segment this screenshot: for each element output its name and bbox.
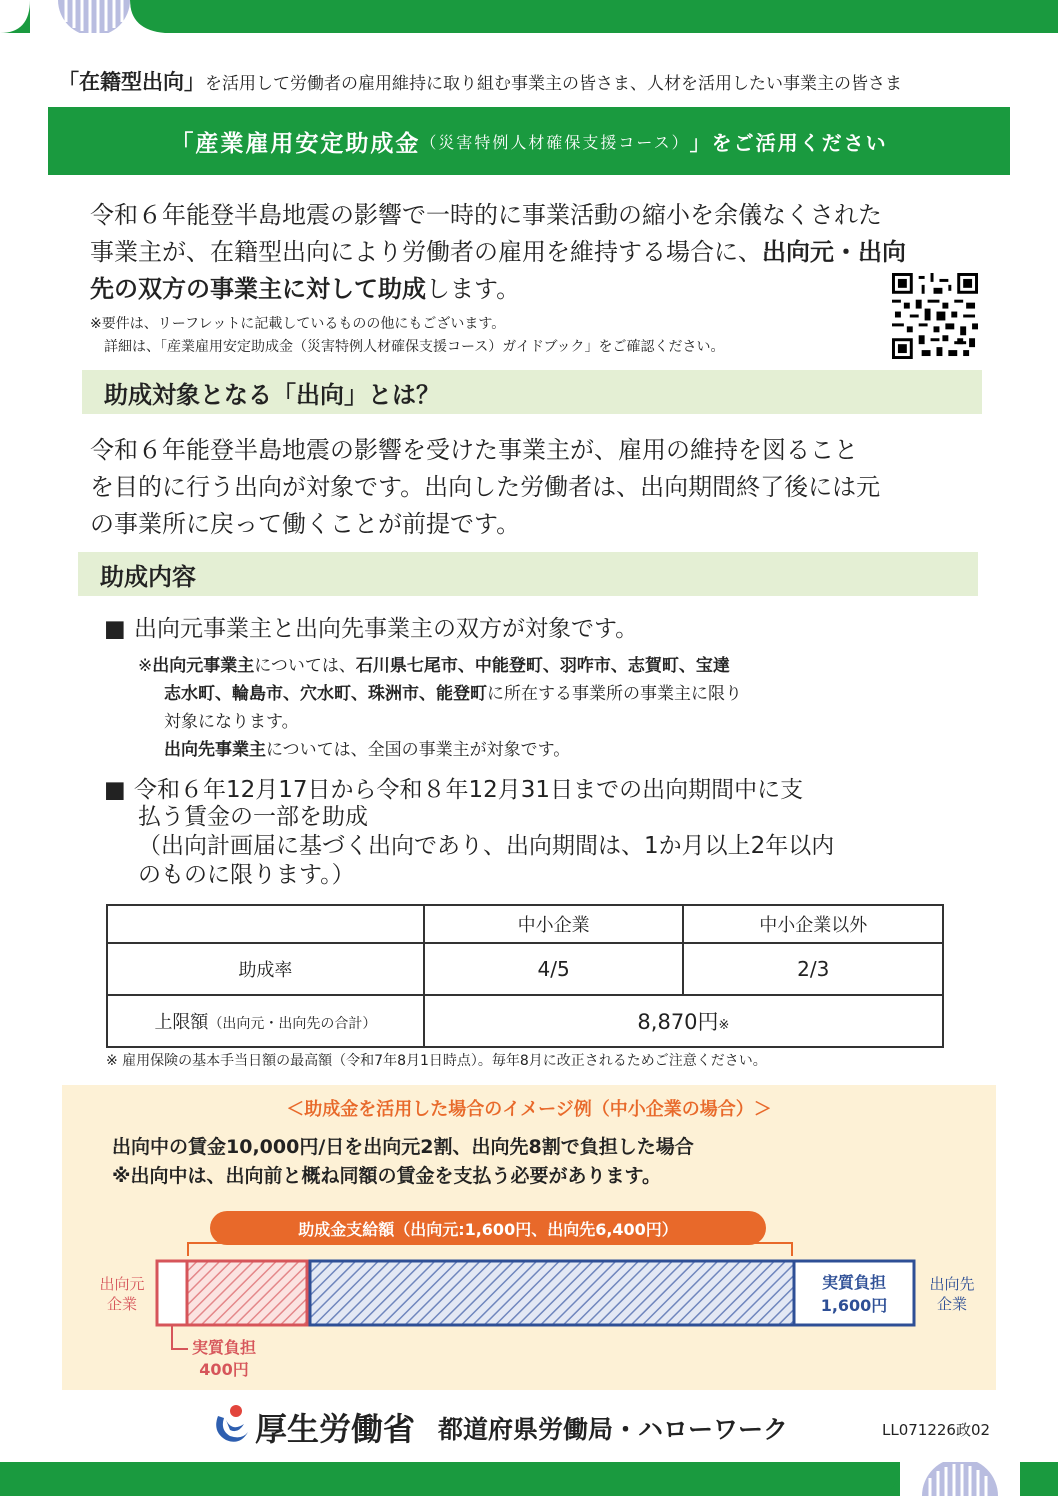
square-bullet-icon: ■ (104, 616, 126, 642)
left-burden-segment (157, 1261, 187, 1325)
bullet-2-line-1: 令和６年12月17日から令和８年12月31日までの出向期間中に支 (134, 777, 804, 803)
table-header-row (107, 905, 943, 943)
row-label-cap (107, 995, 424, 1047)
title-main: 「産業雇用安定助成金 (170, 130, 421, 157)
table-row (107, 995, 943, 1047)
table-row (107, 943, 943, 995)
title-end: 」をご活用ください (689, 130, 888, 155)
intro-line-3 (90, 271, 980, 308)
note-line-4 (138, 736, 938, 764)
left-burden-label: 実質負担 (191, 1338, 257, 1357)
rate-sme: 4/5 (424, 943, 684, 995)
intro-note (90, 313, 890, 359)
note-line-2 (138, 680, 938, 708)
example-title: ＜助成金を活用した場合のイメージ例（中小企業の場合）＞ (286, 1099, 772, 1120)
tagline-rest: を活用して労働者の雇用維持に取り組む事業主の皆さま、人材を活用したい事業主の皆さま (205, 74, 902, 94)
intro-line-2b: 出向元・出向 (762, 238, 906, 266)
example-desc-1: 出向中の賃金10,000円/日を出向元2割、出向先8割で負担した場合 (112, 1136, 694, 1158)
left-subsidy-segment (187, 1261, 307, 1325)
table-col-sme: 中小企業 (424, 905, 684, 943)
rate-non-sme: 2/3 (683, 943, 943, 995)
note-mid: については、 (254, 656, 356, 676)
note-bold-4: 出向先事業主 (164, 740, 266, 760)
ministry-logo-icon (212, 1402, 252, 1444)
qr-code[interactable] (892, 273, 978, 359)
table-footnote: ※ 雇用保険の基本手当日額の最高額（令和7年8月1日時点）。毎年8月に改正されるためご注意ください。 (106, 1053, 767, 1069)
right-burden-segment (794, 1261, 914, 1325)
section1-paragraph (90, 432, 970, 543)
left-burden-connector (172, 1325, 188, 1349)
burden-diagram (62, 1203, 996, 1390)
intro-line-3a: 先の双方の事業主に対して助成 (90, 275, 426, 303)
cap-value: 8,870円 (637, 1010, 719, 1034)
bottom-green-band (0, 1462, 1058, 1496)
bullet-2-line-3: （出向計画届に基づく出向であり、出向期間は、1か月以上2年以内 (138, 833, 835, 859)
footer-offices: 都道府県労働局・ハローワーク (438, 1415, 789, 1444)
note-rest-4: については、全国の事業主が対象です。 (266, 740, 571, 760)
intro-paragraph (90, 197, 980, 308)
intro-line-2a: 事業主が、在籍型出向により労働者の雇用を維持する場合に、 (90, 238, 762, 266)
intro-line-1: 令和６年能登半島地震の影響で一時的に事業活動の縮小を余儀なくされた (90, 201, 882, 229)
right-burden-value: 1,600円 (820, 1296, 888, 1315)
intro-line-2 (90, 234, 980, 271)
left-company-label-2: 企業 (106, 1295, 138, 1313)
cap-value-cell (424, 995, 943, 1047)
cap-label: 上限額 (154, 1012, 209, 1033)
section-heading-shukko: 助成対象となる「出向」とは？ (82, 370, 982, 414)
ministry-name: 厚生労働省 (255, 1410, 416, 1448)
bullet-2-line-2: 払う賃金の一部を助成 (138, 804, 368, 830)
note-line-1 (138, 652, 938, 680)
table-col-non-sme: 中小企業以外 (683, 905, 943, 943)
section-heading-content: 助成内容 (78, 552, 978, 596)
note-rest-2: に所在する事業所の事業主に限り (487, 684, 742, 704)
bullet-1-text: 出向元事業主と出向先事業主の双方が対象です。 (134, 616, 639, 642)
square-bullet-icon: ■ (104, 777, 126, 803)
right-company-label-2: 企業 (936, 1295, 968, 1313)
tagline (58, 66, 1018, 96)
bullet-1-note (138, 652, 938, 764)
left-burden-value: 400円 (199, 1360, 249, 1379)
note-bold-1: 出向元事業主 (152, 656, 255, 676)
right-company-label-1: 出向先 (929, 1275, 975, 1293)
title-sub: （災害特例人材確保支援コース） (420, 132, 690, 152)
top-green-band (0, 0, 1058, 33)
example-panel (62, 1085, 996, 1390)
note-bold-2: 石川県七尾市、中能登町、羽咋市、志賀町、宝達 (355, 656, 730, 676)
tagline-bracketed: 「在籍型出向」 (58, 70, 205, 94)
title-banner (48, 107, 1010, 175)
section1-line-1: 令和６年能登半島地震の影響を受けた事業主が、雇用の維持を図ること (90, 436, 858, 464)
bullet-2 (104, 776, 984, 805)
cap-mark: ※ (718, 1018, 730, 1033)
subsidy-rate-table (106, 904, 944, 1048)
example-description (112, 1133, 972, 1191)
left-company-label-1: 出向元 (99, 1275, 145, 1293)
intro-note-1: ※要件は、リーフレットに記載しているものの他にもございます。 (90, 316, 506, 332)
subsidy-label: 助成金支給額（出向元:1,600円、出向先6,400円） (298, 1220, 678, 1239)
cap-label-small: （出向元・出向先の合計） (208, 1016, 377, 1032)
intro-note-2: 詳細は、「産業雇用安定助成金（災害特例人材確保支援コース）ガイドブック」をご確認ください。 (90, 339, 725, 355)
note-mark: ※ (138, 656, 153, 676)
row-label-rate: 助成率 (107, 943, 424, 995)
table-corner (107, 905, 424, 943)
bullet-1 (104, 615, 984, 644)
bullet-2-line-4: のものに限ります。） (138, 862, 355, 888)
note-bold-3: 志水町、輪島市、穴水町、珠洲市、能登町 (164, 684, 487, 704)
intro-line-3b: します。 (426, 275, 521, 303)
right-burden-label: 実質負担 (821, 1273, 887, 1292)
note-line-3: 対象になります。 (164, 712, 299, 732)
example-desc-2: ※出向中は、出向前と概ね同額の賃金を支払う必要があります。 (112, 1165, 661, 1187)
right-subsidy-segment (310, 1261, 794, 1325)
bullet-2-continued (138, 803, 938, 890)
document-code: LL071226政02 (882, 1421, 991, 1439)
section1-line-2: を目的に行う出向が対象です。出向した労働者は、出向期間終了後には元 (90, 473, 881, 501)
section1-line-3: の事業所に戻って働くことが前提です。 (90, 510, 521, 538)
